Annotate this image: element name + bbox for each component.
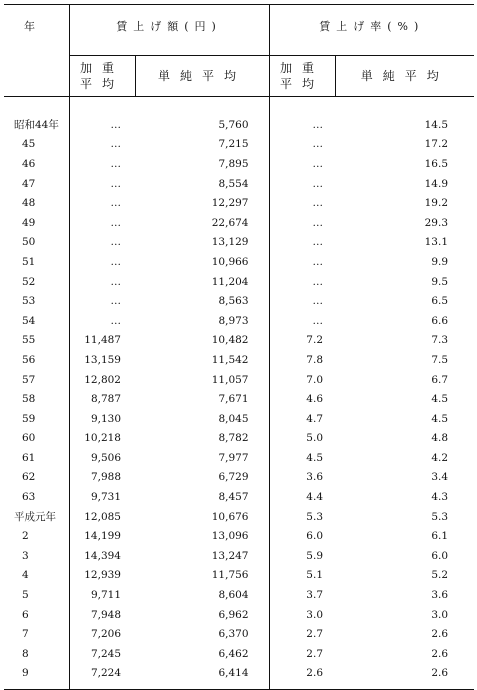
amount-weighted-cell: 7,224 (69, 664, 135, 690)
table-row (4, 154, 474, 174)
table-row (4, 546, 474, 566)
rate-weighted-cell: 6.0 (306, 530, 323, 543)
rate-simple-cell: 29.3 (424, 216, 449, 229)
table-row (4, 644, 474, 664)
amount-simple-cell: 8,782 (135, 429, 269, 449)
rate-simple-cell: 4.2 (431, 451, 449, 464)
amount-weighted-cell: 7,245 (90, 647, 121, 660)
table-row (4, 350, 474, 370)
amount-simple-cell: 6,414 (135, 664, 269, 690)
rate-weighted-cell: 7.8 (306, 353, 323, 366)
year-cell: 2 (4, 526, 69, 546)
rate-weighted-cell: 3.0 (306, 608, 323, 621)
amount-simple-cell: 10,676 (135, 507, 269, 527)
year-cell: 6 (4, 605, 69, 625)
amount-weighted-cell: 9,130 (90, 412, 121, 425)
rate-weighted-cell: 5.9 (306, 549, 323, 562)
amount-weighted-cell: … (110, 236, 121, 249)
rate-weighted-cell: … (312, 255, 323, 268)
rate-weighted-cell: 7.0 (306, 373, 323, 386)
rate-simple-cell: 6.5 (431, 295, 449, 308)
amount-simple-cell: 22,674 (135, 213, 269, 233)
amount-weighted-cell: 7,948 (90, 608, 121, 621)
rate-weighted-cell: … (312, 275, 323, 288)
rate-weighted-cell: 4.7 (306, 412, 323, 425)
rate-weighted-cell: 3.7 (306, 589, 323, 602)
rate-simple-cell: 4.5 (431, 393, 449, 406)
year-cell: 45 (4, 135, 69, 155)
amount-simple-cell: 8,563 (135, 291, 269, 311)
table-row (4, 468, 474, 488)
amount-simple-cell: 7,671 (135, 389, 269, 409)
rate-simple-cell: 6.7 (431, 373, 449, 386)
rate-group-header: 賃上げ率(%) (269, 5, 474, 56)
amount-simple-cell: 6,962 (135, 605, 269, 625)
amount-weighted-cell: … (110, 138, 121, 151)
year-cell: 53 (4, 291, 69, 311)
amount-simple-cell: 11,204 (135, 272, 269, 292)
year-cell: 9 (4, 664, 69, 690)
rate-simple-cell: 13.1 (424, 236, 449, 249)
amount-simple-cell: 13,247 (135, 546, 269, 566)
rate-simple-cell: 17.2 (424, 138, 449, 151)
year-cell: 5 (4, 585, 69, 605)
rate-simple-cell: 9.5 (431, 275, 449, 288)
rate-weighted-cell: 5.0 (306, 432, 323, 445)
amount-weighted-cell: 12,085 (84, 510, 121, 523)
year-cell: 46 (4, 154, 69, 174)
amount-weighted-cell: 14,394 (84, 549, 121, 562)
amount-weighted-avg-header: 加重平均 (69, 56, 135, 97)
table-row (4, 311, 474, 331)
table-row (4, 389, 474, 409)
table-row (4, 429, 474, 449)
rate-weighted-cell: 2.7 (306, 647, 323, 660)
rate-simple-cell: 6.1 (431, 530, 449, 543)
table-row (4, 585, 474, 605)
year-cell: 51 (4, 252, 69, 272)
year-cell: 60 (4, 429, 69, 449)
year-cell: 4 (4, 566, 69, 586)
rate-weighted-cell: … (312, 177, 323, 190)
amount-simple-cell: 5,760 (135, 97, 269, 135)
rate-weighted-cell: 2.6 (269, 664, 335, 690)
rate-weighted-cell: … (312, 197, 323, 210)
table-row (4, 526, 474, 546)
table-row (4, 664, 474, 690)
table-row (4, 291, 474, 311)
table-row (4, 409, 474, 429)
amount-simple-avg-header: 単純平均 (135, 56, 269, 97)
table-row (4, 487, 474, 507)
amount-weighted-cell: … (110, 157, 121, 170)
table-row (4, 370, 474, 390)
year-cell: 昭和44年 (4, 97, 69, 135)
year-cell: 平成元年 (4, 507, 69, 527)
rate-weighted-cell: 4.4 (306, 491, 323, 504)
rate-weighted-cell: 4.6 (306, 393, 323, 406)
year-cell: 61 (4, 448, 69, 468)
amount-weighted-cell: 7,988 (90, 471, 121, 484)
table-row (4, 213, 474, 233)
year-cell: 48 (4, 193, 69, 213)
rate-weighted-cell: … (312, 118, 323, 131)
year-cell: 7 (4, 624, 69, 644)
amount-weighted-cell: 12,802 (84, 373, 121, 386)
amount-weighted-cell: … (110, 275, 121, 288)
amount-weighted-cell: … (110, 314, 121, 327)
table-row (4, 624, 474, 644)
year-cell: 8 (4, 644, 69, 664)
rate-weighted-cell: … (312, 295, 323, 308)
rate-simple-cell: 14.9 (424, 177, 449, 190)
rate-simple-cell: 19.2 (424, 197, 449, 210)
amount-simple-cell: 6,729 (135, 468, 269, 488)
rate-simple-cell: 16.5 (424, 157, 449, 170)
wage-increase-table (4, 4, 474, 690)
year-cell: 56 (4, 350, 69, 370)
amount-weighted-cell: … (110, 216, 121, 229)
rate-weighted-cell: 5.3 (306, 510, 323, 523)
rate-simple-cell: 7.3 (431, 334, 449, 347)
rate-simple-cell: 5.2 (431, 569, 449, 582)
year-cell: 50 (4, 233, 69, 253)
amount-weighted-cell: … (110, 295, 121, 308)
rate-simple-cell: 5.3 (431, 510, 449, 523)
rate-simple-cell: 6.6 (431, 314, 449, 327)
amount-weighted-cell: 11,487 (84, 334, 121, 347)
year-cell: 52 (4, 272, 69, 292)
amount-simple-cell: 8,973 (135, 311, 269, 331)
table-row (4, 605, 474, 625)
amount-group-header: 賃上げ額(円) (69, 5, 269, 56)
year-cell: 3 (4, 546, 69, 566)
rate-weighted-cell: 3.6 (306, 471, 323, 484)
amount-simple-cell: 7,895 (135, 154, 269, 174)
table-row (4, 448, 474, 468)
table-row (4, 135, 474, 155)
rate-simple-cell: 4.8 (431, 432, 449, 445)
amount-weighted-cell: 7,206 (90, 628, 121, 641)
rate-simple-cell: 6.0 (431, 549, 449, 562)
amount-weighted-cell: … (110, 197, 121, 210)
amount-weighted-cell: 14,199 (84, 530, 121, 543)
table-row (4, 174, 474, 194)
rate-weighted-cell: … (312, 236, 323, 249)
table-body (4, 97, 474, 690)
amount-simple-cell: 13,096 (135, 526, 269, 546)
rate-weighted-cell: 5.1 (306, 569, 323, 582)
year-cell: 62 (4, 468, 69, 488)
rate-simple-cell: 14.5 (424, 118, 449, 131)
amount-simple-cell: 8,457 (135, 487, 269, 507)
wage-increase-table-document (4, 4, 474, 690)
table-row (4, 272, 474, 292)
rate-simple-cell: 3.6 (431, 589, 449, 602)
rate-simple-cell: 4.3 (431, 491, 449, 504)
rate-simple-cell: 2.6 (335, 664, 474, 690)
amount-weighted-cell: 8,787 (90, 393, 121, 406)
amount-simple-cell: 6,370 (135, 624, 269, 644)
year-cell: 63 (4, 487, 69, 507)
amount-weighted-cell: 9,711 (90, 589, 121, 602)
amount-simple-cell: 8,554 (135, 174, 269, 194)
rate-weighted-cell: 2.7 (306, 628, 323, 641)
amount-weighted-cell: 9,506 (90, 451, 121, 464)
amount-simple-cell: 11,756 (135, 566, 269, 586)
amount-weighted-cell: 13,159 (84, 353, 121, 366)
amount-simple-cell: 7,977 (135, 448, 269, 468)
amount-weighted-cell: 12,939 (84, 569, 121, 582)
rate-weighted-cell: … (312, 138, 323, 151)
table-row (4, 252, 474, 272)
rate-weighted-cell: … (312, 157, 323, 170)
year-cell: 49 (4, 213, 69, 233)
amount-simple-cell: 12,297 (135, 193, 269, 213)
rate-simple-cell: 2.6 (431, 647, 449, 660)
rate-weighted-cell: 7.2 (306, 334, 323, 347)
year-cell: 54 (4, 311, 69, 331)
rate-simple-cell: 3.4 (431, 471, 449, 484)
header-row-subcolumns (4, 56, 474, 97)
rate-weighted-cell: … (312, 216, 323, 229)
rate-simple-avg-header: 単純平均 (335, 56, 474, 97)
amount-simple-cell: 7,215 (135, 135, 269, 155)
amount-simple-cell: 10,482 (135, 331, 269, 351)
rate-simple-cell: 7.5 (431, 353, 449, 366)
amount-weighted-cell: … (110, 118, 121, 131)
year-column-header: 年 (4, 5, 69, 97)
table-row (4, 331, 474, 351)
amount-simple-cell: 8,604 (135, 585, 269, 605)
rate-simple-cell: 2.6 (431, 628, 449, 641)
table-row (4, 507, 474, 527)
rate-weighted-cell: 4.5 (306, 451, 323, 464)
year-cell: 59 (4, 409, 69, 429)
amount-simple-cell: 8,045 (135, 409, 269, 429)
table-row (4, 233, 474, 253)
rate-simple-cell: 9.9 (431, 255, 449, 268)
year-cell: 58 (4, 389, 69, 409)
year-cell: 55 (4, 331, 69, 351)
amount-weighted-cell: … (110, 177, 121, 190)
rate-weighted-avg-header: 加重平均 (269, 56, 335, 97)
rate-weighted-cell: … (312, 314, 323, 327)
amount-weighted-cell: 10,218 (84, 432, 121, 445)
table-row (4, 193, 474, 213)
amount-weighted-cell: 9,731 (90, 491, 121, 504)
rate-simple-cell: 3.0 (431, 608, 449, 621)
header-row-groups (4, 5, 474, 56)
amount-simple-cell: 13,129 (135, 233, 269, 253)
amount-simple-cell: 6,462 (135, 644, 269, 664)
amount-weighted-cell: … (110, 255, 121, 268)
year-cell: 57 (4, 370, 69, 390)
year-cell: 47 (4, 174, 69, 194)
amount-simple-cell: 11,542 (135, 350, 269, 370)
table-row (4, 97, 474, 135)
rate-simple-cell: 4.5 (431, 412, 449, 425)
amount-simple-cell: 10,966 (135, 252, 269, 272)
table-row (4, 566, 474, 586)
amount-simple-cell: 11,057 (135, 370, 269, 390)
